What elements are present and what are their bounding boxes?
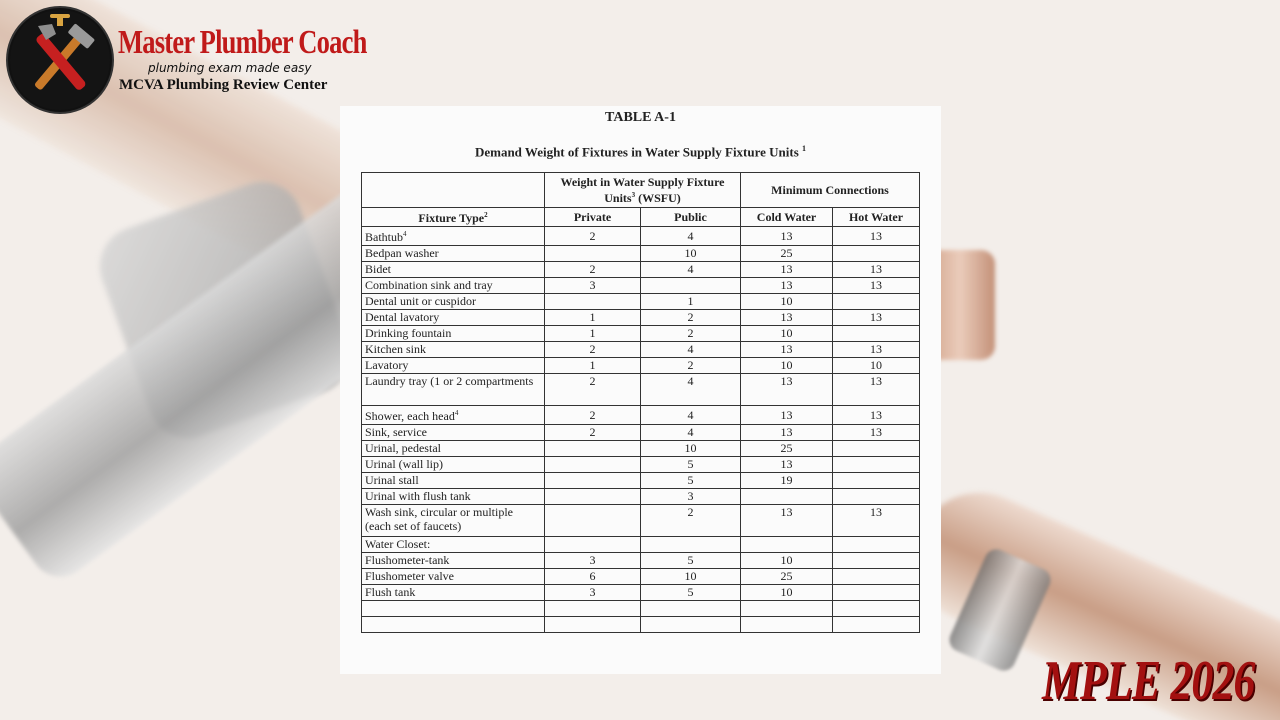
public-cell: 1 [641, 294, 741, 310]
hot-cell [833, 457, 920, 473]
hot-cell: 13 [833, 425, 920, 441]
fixture-cell [362, 489, 545, 505]
cold-cell: 10 [741, 294, 833, 310]
table-row [362, 262, 920, 278]
private-cell: 2 [545, 406, 641, 425]
table-row [362, 601, 920, 617]
table-row [362, 227, 920, 246]
cold-cell: 13 [741, 374, 833, 406]
public-cell: 4 [641, 374, 741, 406]
public-cell: 5 [641, 457, 741, 473]
hot-cell: 13 [833, 310, 920, 326]
fixture-cell [362, 569, 545, 585]
exam-badge: MPLE 2026 [1042, 650, 1255, 712]
fixture-name: Flush tank [365, 585, 416, 599]
cold-cell [741, 537, 833, 553]
header-public: Public [641, 208, 741, 227]
document-scan [340, 106, 941, 674]
table-row [362, 441, 920, 457]
public-cell [641, 537, 741, 553]
cold-cell: 19 [741, 473, 833, 489]
header-fixture-note: 2 [484, 211, 488, 219]
fixture-cell [362, 294, 545, 310]
fixture-cell [362, 374, 545, 406]
fixture-name: Flushometer-tank [365, 553, 450, 567]
fixture-cell [362, 505, 545, 537]
hot-cell [833, 246, 920, 262]
public-cell: 10 [641, 441, 741, 457]
fixture-name: Water Closet: [365, 537, 431, 551]
header-weight-abbr: (WSFU) [638, 190, 681, 205]
table-title: TABLE A-1 [605, 110, 676, 125]
public-cell [641, 617, 741, 633]
public-cell: 5 [641, 553, 741, 569]
table-subtitle-note: 1 [802, 144, 807, 153]
wrench-hammer-icon [8, 8, 112, 112]
table-row [362, 505, 920, 537]
hot-cell [833, 601, 920, 617]
hot-cell [833, 473, 920, 489]
private-cell: 2 [545, 374, 641, 406]
public-cell: 2 [641, 326, 741, 342]
table-row [362, 310, 920, 326]
cold-cell: 25 [741, 246, 833, 262]
table-row [362, 617, 920, 633]
fixture-cell [362, 342, 545, 358]
cold-cell: 25 [741, 441, 833, 457]
table-row [362, 537, 920, 553]
private-cell [545, 294, 641, 310]
private-cell: 1 [545, 326, 641, 342]
public-cell: 4 [641, 227, 741, 246]
hot-cell: 10 [833, 358, 920, 374]
fixture-cell [362, 246, 545, 262]
hot-cell: 13 [833, 278, 920, 294]
hot-cell [833, 489, 920, 505]
fixture-cell [362, 425, 545, 441]
table-row [362, 374, 920, 406]
fixture-cell [362, 441, 545, 457]
fixture-name: Urinal, pedestal [365, 441, 441, 455]
table-row [362, 246, 920, 262]
fixture-name: Bidet [365, 262, 391, 276]
private-cell [545, 246, 641, 262]
fixture-name: Lavatory [365, 358, 409, 372]
table-row [362, 358, 920, 374]
fixture-cell [362, 617, 545, 633]
public-cell: 5 [641, 473, 741, 489]
private-cell [545, 537, 641, 553]
table-row [362, 473, 920, 489]
fixture-name: Dental lavatory [365, 310, 440, 324]
cold-cell [741, 601, 833, 617]
fixture-cell [362, 310, 545, 326]
hot-cell [833, 294, 920, 310]
cold-cell: 13 [741, 342, 833, 358]
table-row [362, 553, 920, 569]
public-cell: 4 [641, 406, 741, 425]
cold-cell: 13 [741, 505, 833, 537]
table-row [362, 406, 920, 425]
fixture-cell [362, 262, 545, 278]
fixture-name: Laundry tray (1 or 2 compartments [365, 374, 534, 388]
cold-cell [741, 617, 833, 633]
fixture-cell [362, 406, 545, 425]
public-cell: 5 [641, 585, 741, 601]
cold-cell: 10 [741, 358, 833, 374]
public-cell: 3 [641, 489, 741, 505]
hot-cell [833, 441, 920, 457]
hot-cell: 13 [833, 374, 920, 406]
cold-cell: 13 [741, 406, 833, 425]
fixture-name: Bedpan washer [365, 246, 439, 260]
cold-cell: 13 [741, 457, 833, 473]
cold-cell: 10 [741, 326, 833, 342]
private-cell: 3 [545, 585, 641, 601]
cold-cell [741, 489, 833, 505]
cold-cell: 13 [741, 227, 833, 246]
header-connections-group: Minimum Connections [741, 173, 920, 208]
brand-center: MCVA Plumbing Review Center [119, 77, 328, 93]
fixture-cell [362, 358, 545, 374]
private-cell [545, 473, 641, 489]
fixture-cell [362, 473, 545, 489]
table-row [362, 342, 920, 358]
private-cell: 6 [545, 569, 641, 585]
table-row [362, 425, 920, 441]
fixture-name: Wash sink, circular or multiple (each set of faucets) [365, 505, 513, 533]
public-cell: 4 [641, 425, 741, 441]
private-cell: 1 [545, 310, 641, 326]
fixture-cell [362, 585, 545, 601]
public-cell [641, 601, 741, 617]
private-cell: 2 [545, 227, 641, 246]
public-cell: 2 [641, 358, 741, 374]
fixture-cell [362, 457, 545, 473]
private-cell [545, 601, 641, 617]
private-cell: 3 [545, 553, 641, 569]
fixture-name: Urinal (wall lip) [365, 457, 443, 471]
private-cell: 1 [545, 358, 641, 374]
table-row [362, 569, 920, 585]
brand-logo [8, 8, 437, 112]
header-weight-note: 3 [631, 190, 636, 199]
private-cell [545, 457, 641, 473]
fixture-name: Urinal with flush tank [365, 489, 471, 503]
fixture-note: 4 [403, 230, 407, 238]
cold-cell: 13 [741, 278, 833, 294]
hot-cell [833, 326, 920, 342]
table-row [362, 489, 920, 505]
private-cell: 2 [545, 262, 641, 278]
fixture-cell [362, 326, 545, 342]
table-row [362, 278, 920, 294]
header-cold-water: Cold Water [741, 208, 833, 227]
table-row [362, 294, 920, 310]
fixture-cell [362, 537, 545, 553]
cold-cell: 13 [741, 425, 833, 441]
fixture-cell [362, 227, 545, 246]
header-weight-group [545, 173, 741, 208]
public-cell: 4 [641, 262, 741, 278]
hot-cell: 13 [833, 262, 920, 278]
fixture-note: 4 [454, 409, 459, 417]
hot-cell [833, 537, 920, 553]
hot-cell: 13 [833, 342, 920, 358]
fixture-name: Kitchen sink [365, 342, 426, 356]
public-cell: 4 [641, 342, 741, 358]
header-weight-text: Weight in Water Supply Fixture Units [560, 174, 725, 205]
cold-cell: 13 [741, 262, 833, 278]
private-cell [545, 489, 641, 505]
header-private: Private [545, 208, 641, 227]
header-hot-water: Hot Water [833, 208, 920, 227]
fixture-name: Urinal stall [365, 473, 419, 487]
brand-tagline: plumbing exam made easy [148, 61, 312, 75]
table-row [362, 326, 920, 342]
fixture-name: Dental unit or cuspidor [365, 294, 476, 308]
hot-cell: 13 [833, 505, 920, 537]
table-subtitle-text: Demand Weight of Fixtures in Water Supply Fixture Units [474, 144, 799, 160]
fixture-units-table [361, 172, 920, 633]
fixture-cell [362, 553, 545, 569]
public-cell: 2 [641, 505, 741, 537]
public-cell [641, 278, 741, 294]
cold-cell: 25 [741, 569, 833, 585]
private-cell [545, 505, 641, 537]
fixture-name: Flushometer valve [365, 569, 454, 583]
private-cell: 2 [545, 342, 641, 358]
public-cell: 2 [641, 310, 741, 326]
table-row [362, 585, 920, 601]
fixture-name: Shower, each head [365, 409, 455, 423]
header-fixture-type-text: Fixture Type [418, 211, 485, 225]
fixture-cell [362, 278, 545, 294]
fixture-name: Bathtub [365, 230, 403, 244]
table-subtitle [340, 144, 941, 160]
hot-cell [833, 585, 920, 601]
hot-cell [833, 617, 920, 633]
brand-title: Master Plumber Coach [118, 24, 367, 61]
cold-cell: 10 [741, 585, 833, 601]
table-row [362, 457, 920, 473]
private-cell: 2 [545, 425, 641, 441]
hot-cell: 13 [833, 227, 920, 246]
fixture-name: Combination sink and tray [365, 278, 493, 292]
fixture-cell [362, 601, 545, 617]
hot-cell [833, 553, 920, 569]
hot-cell: 13 [833, 406, 920, 425]
fixture-name: Sink, service [365, 425, 427, 439]
public-cell: 10 [641, 246, 741, 262]
header-blank [362, 173, 545, 208]
cold-cell: 10 [741, 553, 833, 569]
private-cell: 3 [545, 278, 641, 294]
fixture-name: Drinking fountain [365, 326, 452, 340]
header-fixture-type [362, 208, 545, 227]
public-cell: 10 [641, 569, 741, 585]
cold-cell: 13 [741, 310, 833, 326]
private-cell [545, 617, 641, 633]
hot-cell [833, 569, 920, 585]
private-cell [545, 441, 641, 457]
